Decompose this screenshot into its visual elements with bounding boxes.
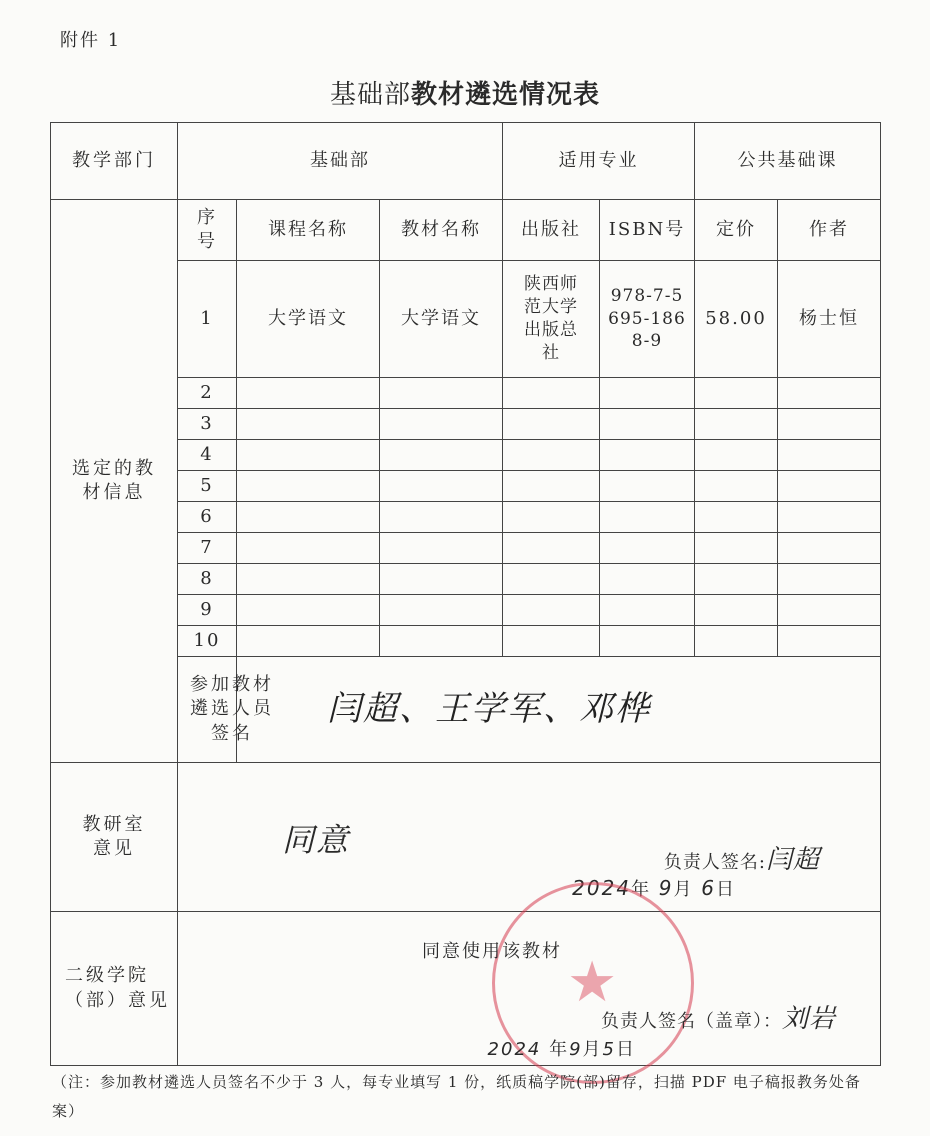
seal-star-icon: ★ [567, 950, 620, 1015]
college-signer-label: 负责人签名（盖章）： [600, 1011, 782, 1032]
title-main: 教材遴选情况表 [411, 80, 601, 110]
row-index: 6 [178, 502, 237, 533]
row-index: 3 [178, 409, 237, 440]
col-header: 序号 [178, 200, 237, 261]
college-signature: 刘岩 [781, 1004, 836, 1034]
columns-row [51, 200, 881, 261]
college-label: 二级学院（部）意见 [51, 912, 178, 1066]
office-date: 2024年 9月 6日 [572, 876, 736, 900]
participants-label: 参加教材遴选人员签名 [178, 657, 237, 763]
office-opinion: 同意 [282, 821, 351, 859]
publisher: 陕西师范大学出版总社 [503, 261, 600, 378]
header-row [51, 123, 881, 200]
college-date: 2024 年9月5日 [487, 1039, 636, 1060]
row-index: 2 [178, 378, 237, 409]
col-header: ISBN号 [600, 200, 695, 261]
col-header: 课程名称 [237, 200, 380, 261]
course-name: 大学语文 [237, 261, 380, 378]
row-index: 8 [178, 564, 237, 595]
attachment-label: 附件 1 [60, 30, 122, 51]
row-index: 4 [178, 440, 237, 471]
dept-value: 基础部 [178, 123, 503, 200]
col-header: 作者 [778, 200, 881, 261]
price: 58.00 [695, 261, 778, 378]
college-signer [601, 1002, 836, 1037]
col-header: 定价 [695, 200, 778, 261]
isbn: 978-7-5695-1868-9 [600, 261, 695, 378]
row-index: 10 [178, 626, 237, 657]
college-row [51, 912, 881, 1066]
row-index: 5 [178, 471, 237, 502]
college-opinion-cell [178, 912, 881, 1066]
office-label: 教研室意见 [51, 763, 178, 912]
title-dept: 基础部 [329, 80, 411, 110]
author: 杨士恒 [778, 261, 881, 378]
college-opinion: 同意使用该教材 [422, 941, 562, 962]
office-signer-label: 负责人签名: [663, 852, 766, 873]
major-label: 适用专业 [503, 123, 695, 200]
office-row [51, 763, 881, 912]
col-header: 出版社 [503, 200, 600, 261]
participants-signatures: 闫超、王学军、邓桦 [237, 657, 881, 763]
office-signature: 闫超 [765, 845, 820, 875]
dept-label: 教学部门 [51, 123, 178, 200]
page-title [0, 74, 930, 111]
row-index: 7 [178, 533, 237, 564]
book-name: 大学语文 [380, 261, 503, 378]
selection-table [50, 122, 881, 1066]
row-index: 9 [178, 595, 237, 626]
office-opinion-cell [178, 763, 881, 912]
row-index: 1 [178, 261, 237, 378]
major-value: 公共基础课 [695, 123, 881, 200]
footnote: （注：参加教材遴选人员签名不少于 3 人，每专业填写 1 份，纸质稿学院(部)留存，扫描 PDF 电子稿报教务处备案） [52, 1073, 861, 1120]
selected-section-label: 选定的教材信息 [51, 200, 178, 763]
office-signer [664, 843, 820, 878]
col-header: 教材名称 [380, 200, 503, 261]
